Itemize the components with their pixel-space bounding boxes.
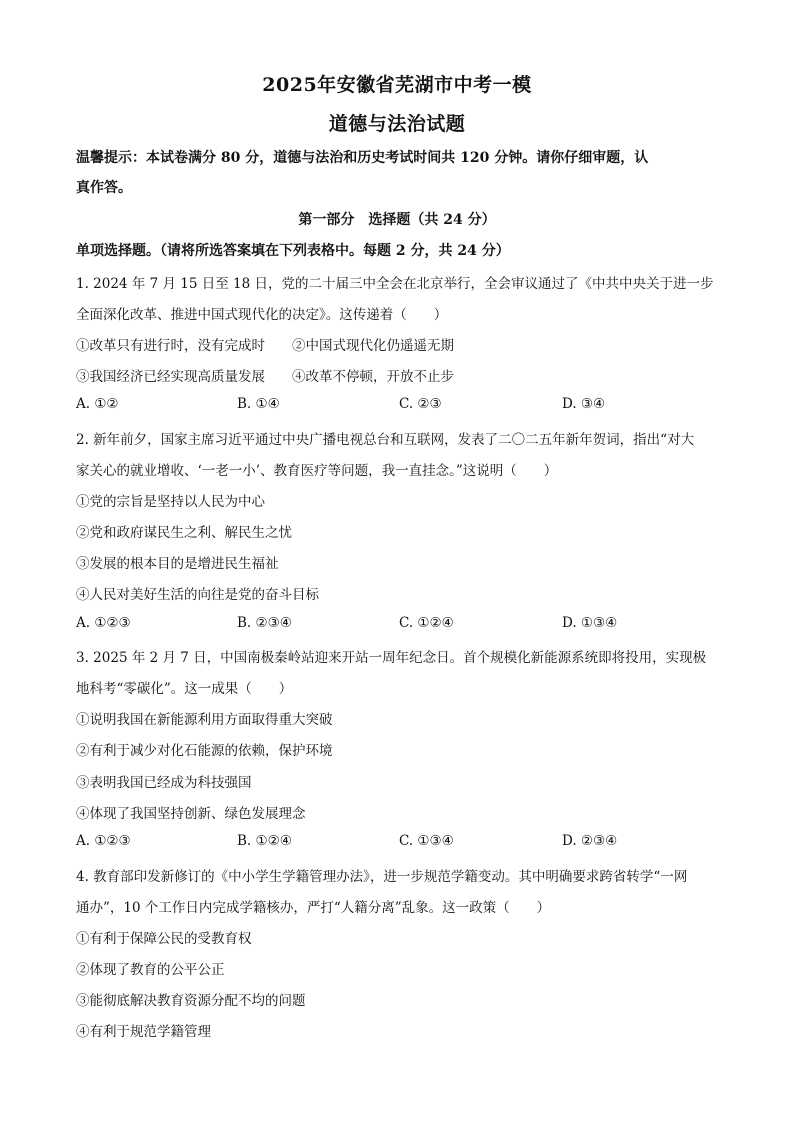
question-3-stem-line-2: 地科考“零碳化”。这一成果（ ） bbox=[76, 681, 293, 697]
question-3-statement: ④体现了我国坚持创新、绿色发展理念 bbox=[76, 806, 306, 822]
option-c[interactable]: C. ①③④ bbox=[399, 833, 454, 849]
tip-line-2: 真作答。 bbox=[76, 180, 132, 196]
option-c[interactable]: C. ②③ bbox=[399, 396, 442, 412]
question-1-statement: ①改革只有进行时，没有完成时 ②中国式现代化仍遥遥无期 bbox=[76, 338, 454, 354]
question-2-statement: ③发展的根本目的是增进民生福祉 bbox=[76, 556, 279, 572]
part-heading: 第一部分 选择题（共 24 分） bbox=[298, 212, 496, 228]
question-2-statement: ②党和政府谋民生之利、解民生之忧 bbox=[76, 525, 292, 541]
question-1-statement: ③我国经济已经实现高质量发展 ④改革不停顿，开放不止步 bbox=[76, 369, 454, 385]
question-2-statement: ④人民对美好生活的向往是党的奋斗目标 bbox=[76, 587, 319, 603]
question-3-statement: ③表明我国已经成为科技强国 bbox=[76, 775, 252, 791]
option-d[interactable]: D. ②③④ bbox=[562, 833, 618, 849]
question-2-statement: ①党的宗旨是坚持以人民为中心 bbox=[76, 494, 265, 510]
question-4-stem-line-1: 4. 教育部印发新修订的《中小学生学籍管理办法》，进一步规范学籍变动。其中明确要求跨省转学“一网 bbox=[76, 869, 688, 885]
question-2-stem-line-2: 家关心的就业增收、‘一老一小’、教育医疗等问题，我一直挂念。”这说明（ ） bbox=[76, 463, 558, 479]
question-3-stem-line-1: 3. 2025 年 2 月 7 日，中国南极秦岭站迎来开站一周年纪念日。首个规模化新能源系统即将投用，实现极 bbox=[76, 650, 707, 666]
question-3-statement: ②有利于减少对化石能源的依赖，保护环境 bbox=[76, 743, 333, 759]
option-b[interactable]: B. ①④ bbox=[237, 396, 280, 412]
option-b[interactable]: B. ②③④ bbox=[237, 615, 292, 631]
option-d[interactable]: D. ③④ bbox=[562, 396, 606, 412]
option-d[interactable]: D. ①③④ bbox=[562, 615, 618, 631]
option-a[interactable]: A. ①② bbox=[76, 396, 119, 412]
section-heading: 单项选择题。（请将所选答案填在下列表格中。每题 2 分，共 24 分） bbox=[76, 243, 510, 259]
question-1-stem-line-1: 1. 2024 年 7 月 15 日至 18 日，党的二十届三中全会在北京举行，全会审议通过了《中共中央关于进一步 bbox=[76, 276, 714, 292]
question-3-statement: ①说明我国在新能源利用方面取得重大突破 bbox=[76, 712, 333, 728]
question-2-stem-line-1: 2. 新年前夕，国家主席习近平通过中央广播电视总台和互联网，发表了二〇二五年新年贺词，指出“对大 bbox=[76, 432, 695, 448]
question-4-statement: ①有利于保障公民的受教育权 bbox=[76, 931, 252, 947]
question-4-statement: ④有利于规范学籍管理 bbox=[76, 1024, 211, 1040]
exam-title: 2025年安徽省芜湖市中考一模 bbox=[262, 74, 532, 96]
option-c[interactable]: C. ①②④ bbox=[399, 615, 454, 631]
question-1-stem-line-2: 全面深化改革、推进中国式现代化的决定》。这传递着（ ） bbox=[76, 307, 448, 323]
option-a[interactable]: A. ①②③ bbox=[76, 833, 131, 849]
question-4-statement: ③能彻底解决教育资源分配不均的问题 bbox=[76, 993, 306, 1009]
tip-line-1: 温馨提示：本试卷满分 80 分，道德与法治和历史考试时间共 120 分钟。请你仔细审题，认 bbox=[76, 150, 649, 166]
question-4-statement: ②体现了教育的公平公正 bbox=[76, 962, 225, 978]
question-4-stem-line-2: 通办”，10 个工作日内完成学籍核办，严打“人籍分离”乱象。这一政策（ ） bbox=[76, 900, 551, 916]
exam-subtitle: 道德与法治试题 bbox=[328, 113, 466, 135]
option-b[interactable]: B. ①②④ bbox=[237, 833, 292, 849]
option-a[interactable]: A. ①②③ bbox=[76, 615, 131, 631]
